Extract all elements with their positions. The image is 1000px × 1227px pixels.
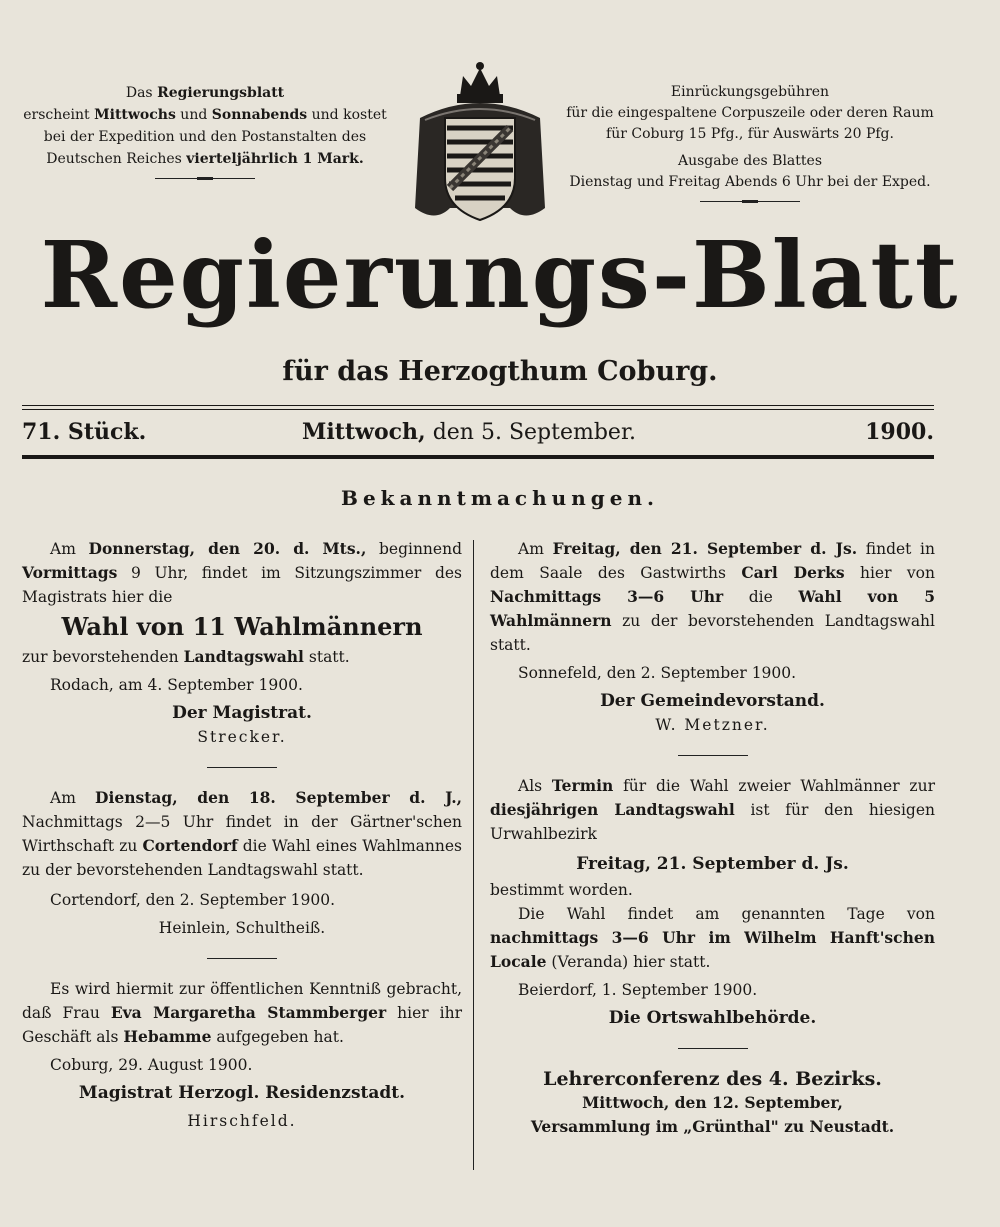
notice-beierdorf-text2 <box>490 902 935 974</box>
separator <box>207 767 277 768</box>
notice-rodach-text <box>22 537 462 609</box>
masthead-title: Regierungs-Blatt <box>40 221 960 329</box>
text-bold: Landtagswahl <box>183 647 304 666</box>
text-bold: Dienstag, den 18. September d. J., <box>95 788 462 807</box>
text: Am <box>518 540 553 558</box>
header-left-line2-mid: und <box>175 107 212 123</box>
text: (Veranda) hier statt. <box>546 953 711 971</box>
issue-line <box>22 414 934 450</box>
text: die <box>723 588 799 606</box>
notice-rodach-signatory: Der Magistrat. <box>172 703 312 723</box>
left-column <box>22 537 462 1133</box>
header-right-line1: Einrückungsgebühren <box>670 84 830 100</box>
issue-day: den 5. September. <box>425 420 637 445</box>
issue-weekday: Mittwoch, <box>302 419 426 445</box>
conference-line2: Versammlung im „Grünthal" zu Neustadt. <box>530 1117 895 1136</box>
rule-top-1 <box>22 405 934 406</box>
notice-beierdorf-text <box>490 774 935 846</box>
column-divider <box>473 540 474 1170</box>
text: findet in dem Saale des Gastwirths <box>490 540 935 582</box>
text: Nachmittags 2—5 Uhr findet in der Gärtner'schen Wirthschaft zu <box>22 813 462 855</box>
right-column <box>490 537 935 1139</box>
notice-cortendorf-place-date: Cortendorf, den 2. September 1900. <box>50 891 336 909</box>
notice-cortendorf-name: Heinlein, Schultheiß. <box>158 919 326 937</box>
notice-sonnefeld-name: W. Metzner. <box>655 716 770 734</box>
rule-top-2 <box>22 409 934 410</box>
text: hier ihr Geschäft als <box>22 1004 462 1046</box>
conference-line1: Mittwoch, den 12. September, <box>582 1093 843 1112</box>
text: aufgegeben hat. <box>211 1028 344 1046</box>
text: Es wird hiermit zur öffentlichen Kenntniß gebracht, daß Frau <box>22 980 462 1022</box>
text-bold: nachmittags 3—6 Uhr im Wilhelm Hanft'schen Locale <box>490 928 935 971</box>
text-bold: Carl Derks <box>741 563 845 582</box>
header-left-line4: Deutschen Reiches <box>46 151 187 167</box>
text: hier von <box>844 564 935 582</box>
text: ist für den hiesigen Urwahlbezirk <box>490 801 935 843</box>
header-right-line5: Dienstag und Freitag Abends 6 Uhr bei der Exped. <box>569 174 931 190</box>
header-right-line4: Ausgabe des Blattes <box>677 153 823 169</box>
text: Am <box>50 540 89 558</box>
coat-of-arms-icon <box>405 58 555 233</box>
header-left-line1-bold: Regierungsblatt <box>157 85 285 101</box>
text: Als <box>518 777 552 795</box>
header-right-line2: für die eingespaltene Corpuszeile oder deren Raum <box>566 105 934 121</box>
issue-date <box>302 414 636 451</box>
divider <box>700 201 800 202</box>
header-left-line2-bold1: Mittwochs <box>94 107 176 123</box>
text: für die Wahl zweier Wahlmänner zur <box>613 777 935 795</box>
text: 9 Uhr, findet im Sitzungszimmer des Magistrats hier die <box>22 564 462 606</box>
header-left-line3: bei der Expedition und den Postanstalten des <box>43 129 367 145</box>
notice-coburg-text <box>22 977 462 1049</box>
header-left-line1: Das <box>125 85 158 101</box>
notice-sonnefeld-place-date: Sonnefeld, den 2. September 1900. <box>518 664 797 682</box>
advertising-info <box>560 82 940 202</box>
text-bold: Vormittags <box>22 563 118 582</box>
text: Die Wahl findet am genannten Tage von <box>518 905 935 923</box>
conference-title: Lehrerconferenz des 4. Bezirks. <box>543 1068 882 1090</box>
header-left-line2-bold2: Sonnabends <box>211 107 308 123</box>
separator <box>678 755 748 756</box>
notice-rodach-after <box>22 645 462 669</box>
text: zu der bevorstehenden Landtagswahl statt. <box>490 612 935 654</box>
header-left-line2: erscheint <box>23 107 95 123</box>
masthead-subtitle: für das Herzogthum Coburg. <box>282 356 718 387</box>
notice-beierdorf-after: bestimmt worden. <box>490 881 633 899</box>
header-left-line2-post: und kostet <box>307 107 387 123</box>
notice-sonnefeld-signatory: Der Gemeindevorstand. <box>600 691 825 711</box>
notice-rodach-name: Strecker. <box>197 728 287 746</box>
notice-rodach-headline: Wahl von 11 Wahlmännern <box>61 612 423 641</box>
divider <box>155 178 255 179</box>
notice-coburg-signatory: Magistrat Herzogl. Residenzstadt. <box>78 1083 406 1103</box>
text-bold: Wahl von 5 Wahlmännern <box>490 587 936 630</box>
text-bold: Donnerstag, den 20. d. Mts., <box>88 539 367 558</box>
text: Am <box>50 789 96 807</box>
rule-bottom <box>22 455 934 459</box>
issue-number: 71. Stück. <box>22 419 147 445</box>
issue-year: 1900. <box>865 419 934 445</box>
text: statt. <box>303 648 350 666</box>
header-right-line3: für Coburg 15 Pfg., für Auswärts 20 Pfg. <box>606 126 894 142</box>
text: beginnend <box>366 540 462 558</box>
text-bold: Nachmittags 3—6 Uhr <box>490 587 724 606</box>
notice-beierdorf-place-date: Beierdorf, 1. September 1900. <box>518 981 758 999</box>
header-left-line4-bold: vierteljährlich 1 Mark. <box>186 151 364 167</box>
notice-beierdorf-signatory: Die Ortswahlbehörde. <box>608 1008 817 1028</box>
text-bold: Freitag, den 21. September d. Js. <box>552 539 858 558</box>
separator <box>207 958 277 959</box>
text-bold: Eva Margaretha Stammberger <box>110 1003 387 1022</box>
notice-sonnefeld-text <box>490 537 935 657</box>
section-title: Bekanntmachungen. <box>341 486 659 510</box>
notice-beierdorf-headline: Freitag, 21. September d. Js. <box>576 854 849 874</box>
separator <box>678 1048 748 1049</box>
notice-cortendorf-text <box>22 786 462 882</box>
text-bold: Hebamme <box>123 1027 212 1046</box>
notice-rodach-place-date: Rodach, am 4. September 1900. <box>50 676 303 694</box>
text-bold: diesjährigen Landtagswahl <box>490 800 735 819</box>
text-bold: Termin <box>551 776 614 795</box>
notice-coburg-place-date: Coburg, 29. August 1900. <box>50 1056 253 1074</box>
notice-coburg-name: Hirschfeld. <box>187 1112 297 1130</box>
text: die Wahl eines Wahlmannes zu der bevorstehenden Landtagswahl statt. <box>22 837 462 879</box>
subscription-info <box>20 82 390 179</box>
text-bold: Cortendorf <box>142 836 238 855</box>
text: zur bevorstehenden <box>22 648 184 666</box>
